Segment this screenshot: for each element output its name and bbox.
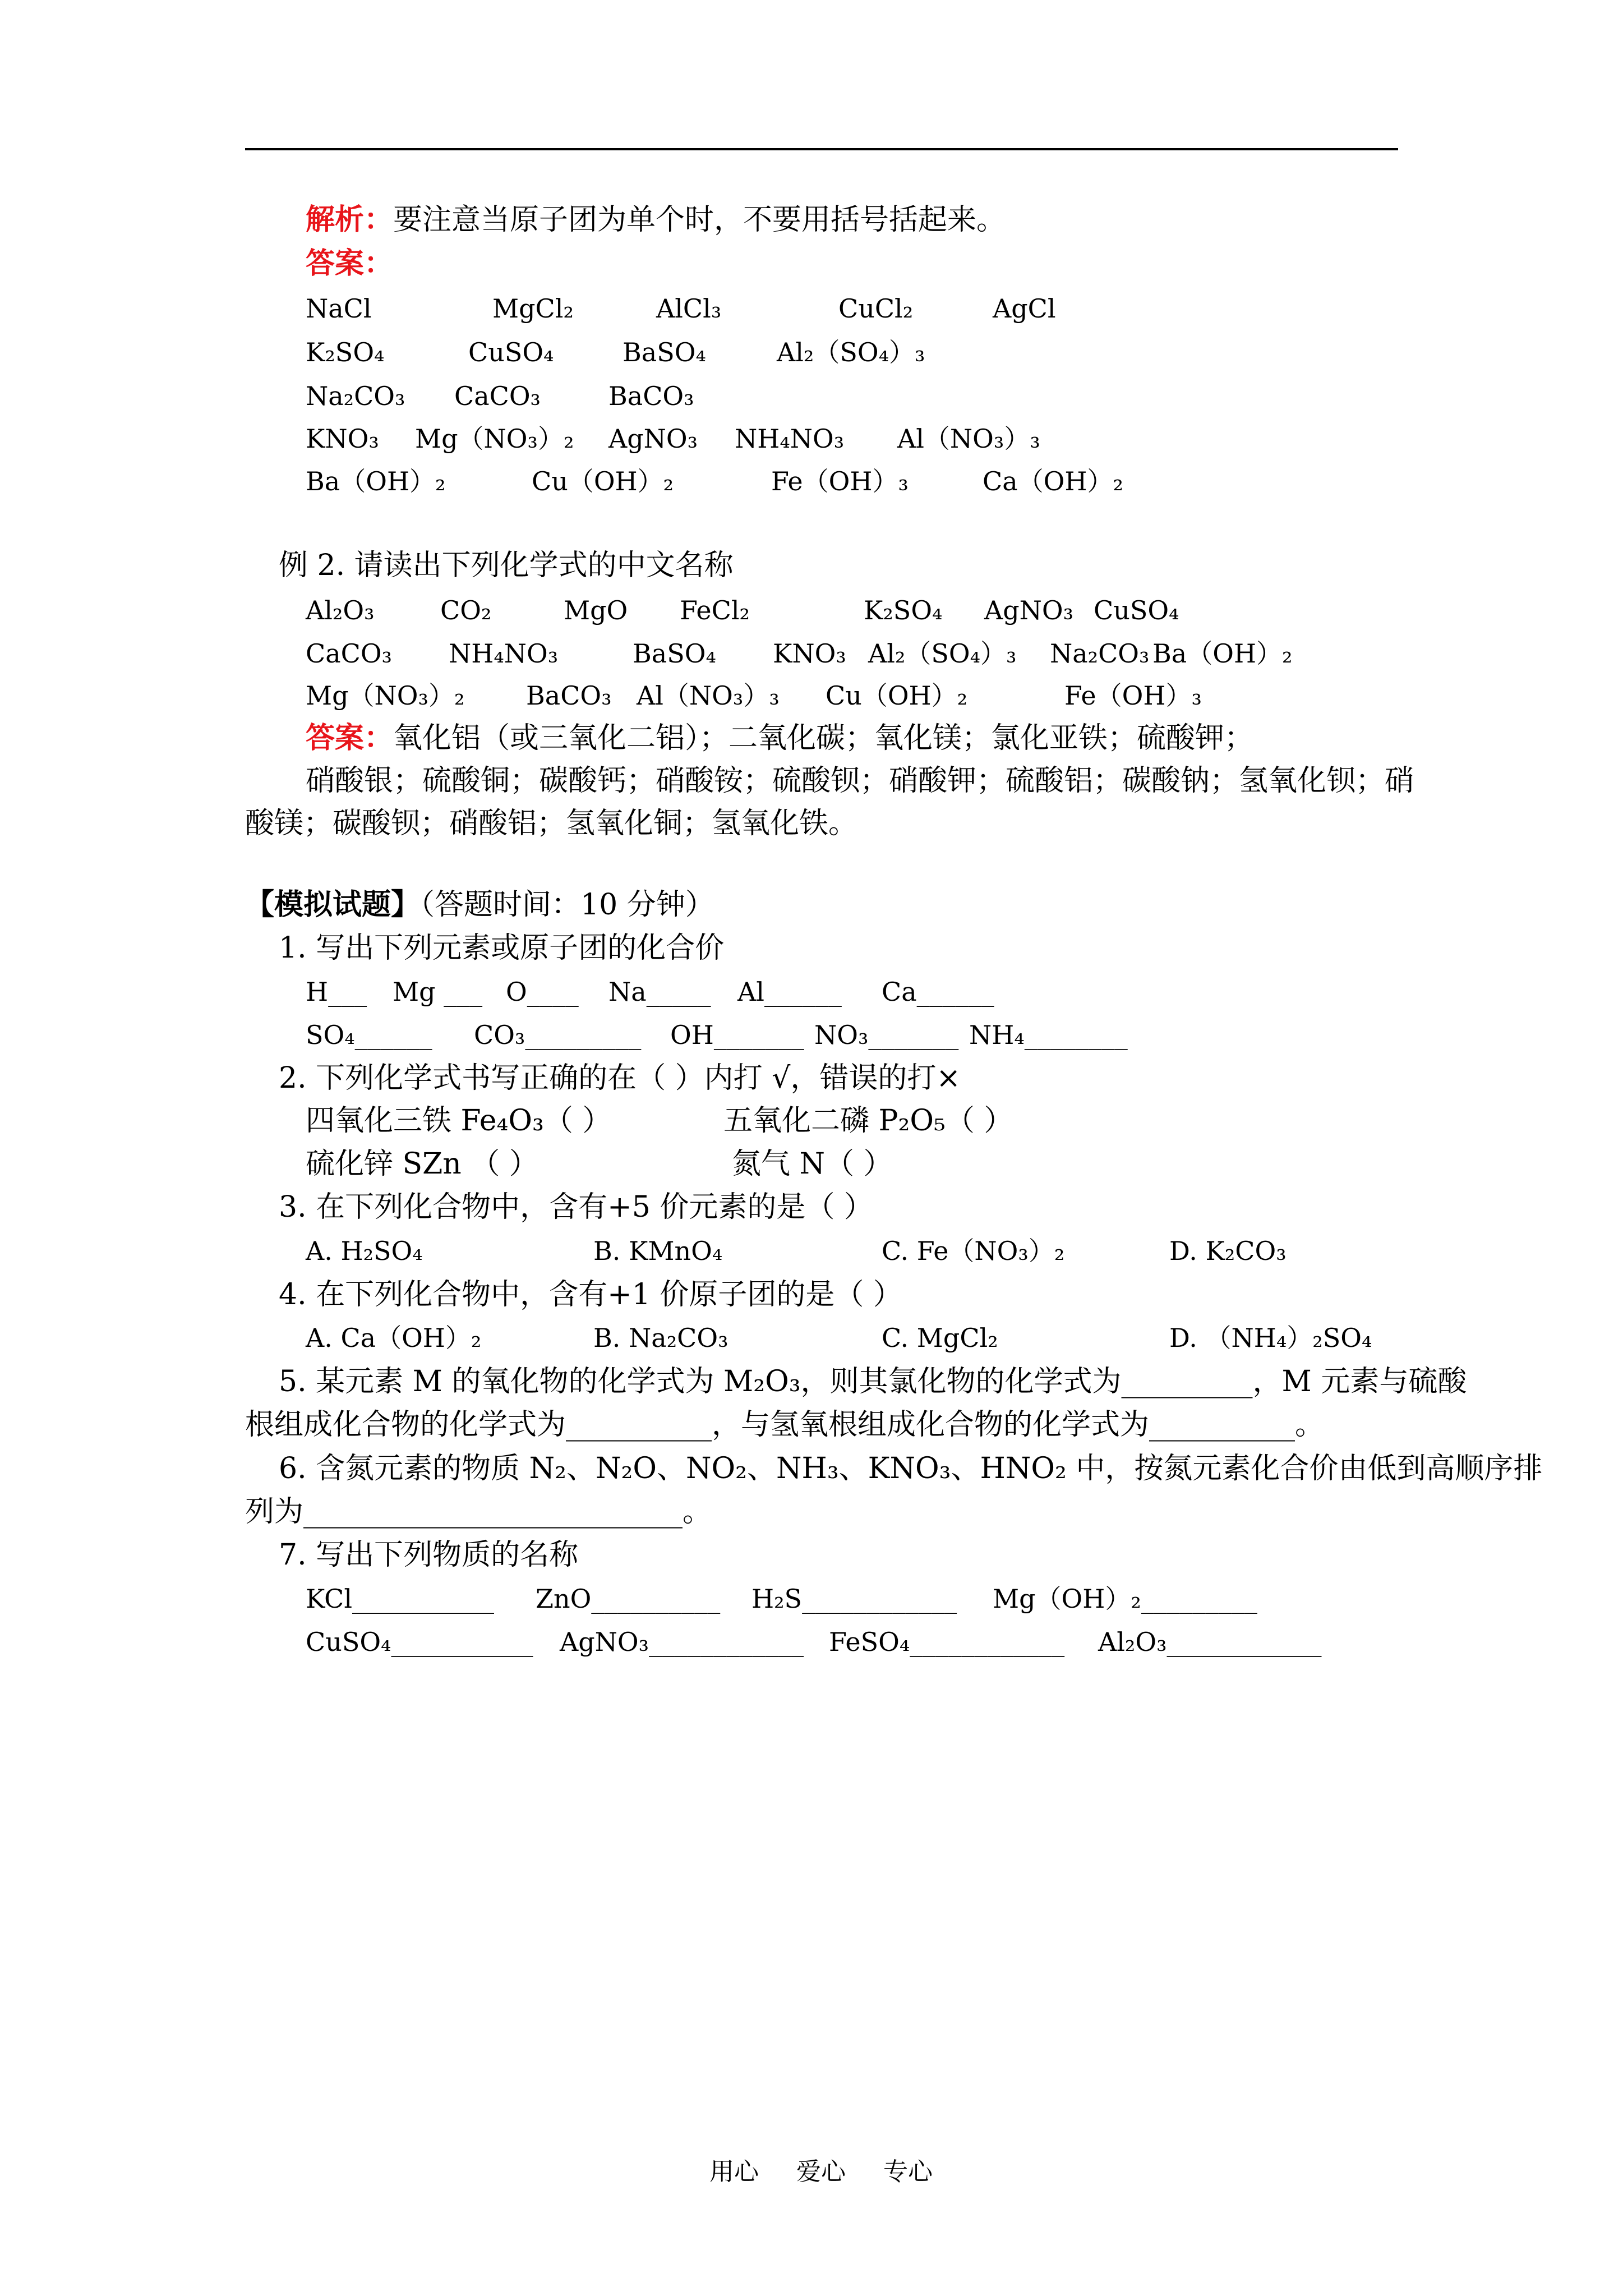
formula: Cu（OH）₂ <box>826 680 968 711</box>
formula: K₂SO₄ <box>864 595 943 625</box>
header-rule <box>245 148 1398 150</box>
formula: Na₂CO₃ <box>1050 638 1150 669</box>
footer-word: 爱心 <box>796 2157 846 2186</box>
q5-line2: 根组成化合物的化学式为__________，与氢氧根组成化合物的化学式为__________。 <box>245 1408 1325 1442</box>
formula: CuCl₂ <box>838 293 914 324</box>
example2-answer-line1 <box>306 721 1253 755</box>
example2-answer-label: 答案： <box>306 721 394 755</box>
example2-title: 例 2. 请读出下列化学式的中文名称 <box>279 549 734 582</box>
q2-item: 氮气 N（ ） <box>732 1147 893 1181</box>
q4-text: 4. 在下列化合物中，含有+1 价原子团的是（ ） <box>279 1278 902 1312</box>
blank-item: FeSO₄____________ <box>829 1627 1065 1657</box>
formula: NH₄NO₃ <box>735 424 845 454</box>
blank-item: ZnO__________ <box>536 1584 721 1614</box>
blank-item: H₂S____________ <box>751 1584 957 1614</box>
blank-item: Mg（OH）₂_________ <box>993 1584 1257 1614</box>
formula: BaSO₄ <box>633 638 716 669</box>
formula: KNO₃ <box>773 638 846 669</box>
formula: Al₂O₃ <box>306 595 375 625</box>
q3-option: A. H₂SO₄ <box>306 1236 423 1266</box>
formula: BaCO₃ <box>608 381 694 411</box>
blank-item: KCl___________ <box>306 1584 495 1614</box>
footer-word: 用心 <box>709 2157 759 2186</box>
q1-text: 1. 写出下列元素或原子团的化合价 <box>279 931 725 965</box>
answer1-label: 答案： <box>306 246 394 280</box>
blank-item: Ca______ <box>882 977 994 1007</box>
q6-line2: 列为__________________________。 <box>245 1495 712 1529</box>
formula: K₂SO₄ <box>306 337 385 367</box>
blank-item: CO₃_________ <box>474 1020 642 1050</box>
blank-item: Al______ <box>737 977 842 1007</box>
blank-item: Al₂O₃____________ <box>1098 1627 1322 1657</box>
blank-item: NO₃_______ <box>814 1020 959 1050</box>
blank-item: OH_______ <box>670 1020 804 1050</box>
formula: AgNO₃ <box>984 595 1074 625</box>
formula: CaCO₃ <box>306 638 392 669</box>
formula: Ba（OH）₂ <box>1152 638 1293 669</box>
formula: MgO <box>564 595 628 625</box>
formula: Al（NO₃）₃ <box>637 680 780 711</box>
formula: BaSO₄ <box>623 337 706 367</box>
analysis-line <box>306 203 1006 237</box>
formula: Fe（OH）₃ <box>1064 680 1202 711</box>
q7-text: 7. 写出下列物质的名称 <box>279 1538 579 1572</box>
formula: CuSO₄ <box>1094 595 1179 625</box>
mock-time-note: （答题时间：10 分钟） <box>420 888 714 922</box>
formula: Ba（OH）₂ <box>306 466 446 496</box>
blank-item: NH₄________ <box>969 1020 1128 1050</box>
blank-item: H___ <box>306 977 367 1007</box>
formula: AgCl <box>993 293 1056 324</box>
q2-item: 五氧化二磷 P₂O₅（ ） <box>723 1104 1013 1138</box>
formula: KNO₃ <box>306 424 379 454</box>
formula: Na₂CO₃ <box>306 381 405 411</box>
formula: Ca（OH）₂ <box>983 466 1123 496</box>
blank-item: SO₄______ <box>306 1020 432 1050</box>
blank-item: CuSO₄___________ <box>306 1627 533 1657</box>
q3-option: D. K₂CO₃ <box>1169 1236 1287 1266</box>
formula: CaCO₃ <box>454 381 541 411</box>
formula: NaCl <box>306 293 372 324</box>
q4-option: A. Ca（OH）₂ <box>306 1323 482 1353</box>
q3-option: C. Fe（NO₃）₂ <box>882 1236 1065 1266</box>
example2-answer-line3: 酸镁；碳酸钡；硝酸铝；氢氧化铜；氢氧化铁。 <box>245 807 858 840</box>
formula: Al（NO₃）₃ <box>897 424 1040 454</box>
q6-line1: 6. 含氮元素的物质 N₂、N₂O、NO₂、NH₃、KNO₃、HNO₂ 中，按氮元素化合价由低到高顺序排 <box>279 1452 1543 1485</box>
q3-text: 3. 在下列化合物中，含有+5 价元素的是（ ） <box>279 1190 873 1224</box>
q4-option: C. MgCl₂ <box>882 1323 998 1353</box>
formula: MgCl₂ <box>492 293 574 324</box>
q2-item: 硫化锌 SZn （ ） <box>306 1147 538 1181</box>
formula: Al₂（SO₄）₃ <box>777 337 925 367</box>
q2-text: 2. 下列化学式书写正确的在（ ）内打 √，错误的打× <box>279 1061 961 1095</box>
q3-option: B. KMnO₄ <box>593 1236 723 1266</box>
footer-word: 专心 <box>883 2157 933 2186</box>
mock-heading: 【模拟试题】 <box>245 887 421 922</box>
blank-item: Na_____ <box>608 977 711 1007</box>
example2-answer-line2: 硝酸银；硫酸铜；碳酸钙；硝酸铵；硫酸钡；硝酸钾；硫酸铝；碳酸钠；氢氧化钡；硝 <box>306 764 1414 798</box>
formula: Cu（OH）₂ <box>532 466 674 496</box>
formula: CO₂ <box>440 595 492 625</box>
formula: AgNO₃ <box>608 424 698 454</box>
analysis-text: 要注意当原子团为单个时，不要用括号括起来。 <box>393 203 1006 237</box>
answer-text: 氧化铝（或三氧化二铝）；二氧化碳；氧化镁；氯化亚铁；硫酸钾； <box>393 721 1254 755</box>
q2-item: 四氧化三铁 Fe₄O₃（ ） <box>306 1104 612 1138</box>
analysis-label: 解析： <box>306 203 394 237</box>
formula: FeCl₂ <box>680 595 750 625</box>
q4-option: B. Na₂CO₃ <box>593 1323 728 1353</box>
formula: Fe（OH）₃ <box>771 466 909 496</box>
blank-item: O____ <box>506 977 579 1007</box>
formula: CuSO₄ <box>468 337 554 367</box>
formula: BaCO₃ <box>526 680 612 711</box>
blank-item: Mg ___ <box>393 977 483 1007</box>
q5-line1: 5. 某元素 M 的氧化物的化学式为 M₂O₃，则其氯化物的化学式为_________，M 元素与硫酸 <box>279 1365 1467 1398</box>
blank-item: AgNO₃____________ <box>560 1627 804 1657</box>
formula: Mg（NO₃）₂ <box>415 424 574 454</box>
q4-option: D. （NH₄）₂SO₄ <box>1169 1323 1372 1353</box>
formula: Mg（NO₃）₂ <box>306 680 465 711</box>
formula: NH₄NO₃ <box>449 638 559 669</box>
formula: Al₂（SO₄）₃ <box>868 638 1017 669</box>
formula: AlCl₃ <box>656 293 722 324</box>
mock-heading-line <box>245 888 714 922</box>
